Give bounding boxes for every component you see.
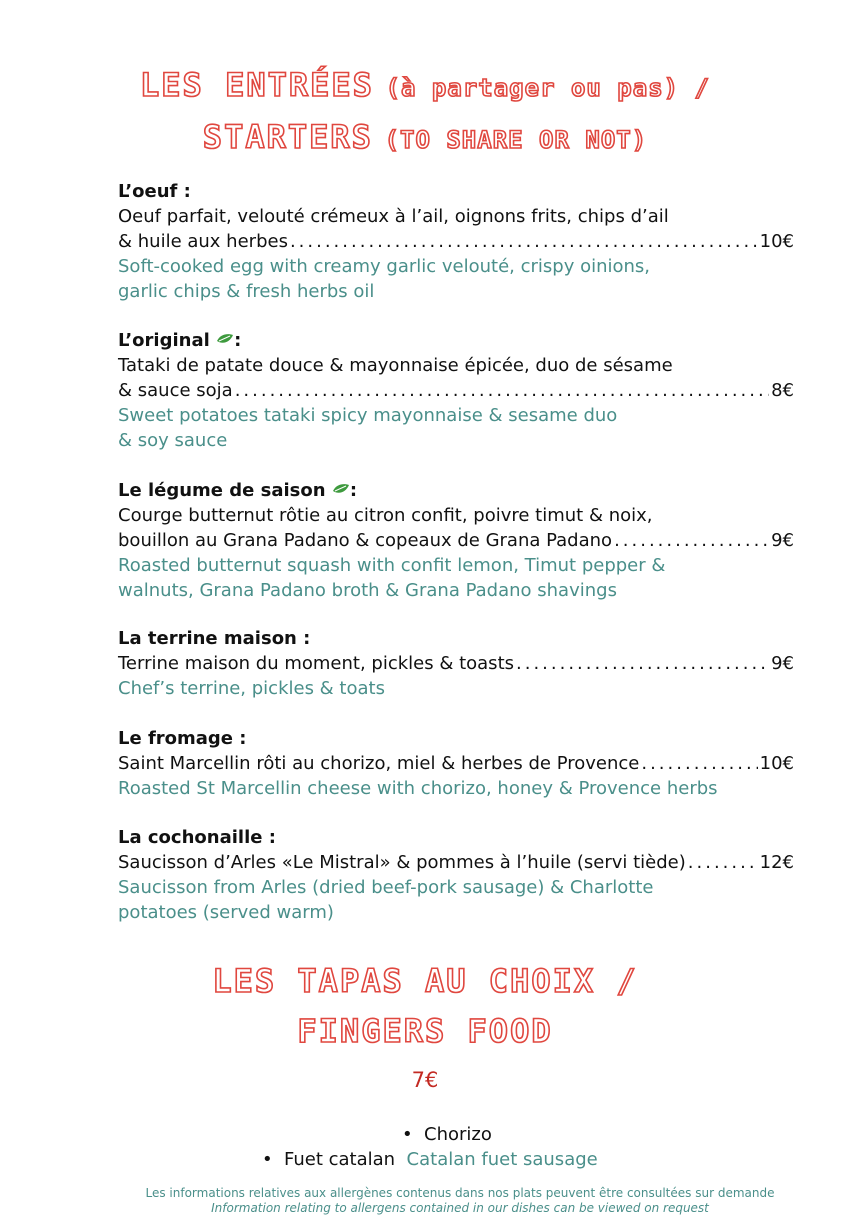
item-price: 9€ bbox=[771, 653, 794, 674]
tapas-heading-fr: LES TAPAS AU CHOIX / bbox=[212, 962, 638, 1000]
item-price-line bbox=[118, 229, 794, 254]
item-description-en: Chef’s terrine, pickles & toats bbox=[118, 678, 385, 699]
item-description-fr: Oeuf parfait, velouté crémeux à l’ail, oignons frits, chips d’ail bbox=[118, 206, 669, 227]
dot-leader bbox=[235, 378, 769, 403]
menu-item bbox=[118, 726, 794, 801]
item-description-en: potatoes (served warm) bbox=[118, 902, 334, 923]
item-title-suffix: : bbox=[234, 330, 242, 351]
starters-heading-fr-sub: (à partager ou pas) / bbox=[385, 74, 710, 102]
item-price-line bbox=[118, 850, 794, 875]
item-price: 12€ bbox=[759, 852, 794, 873]
item-price-line bbox=[118, 751, 794, 776]
item-title: Le fromage : bbox=[118, 728, 247, 749]
bullet: • bbox=[402, 1124, 413, 1145]
item-description-en: Sweet potatoes tataki spicy mayonnaise & sesame duo bbox=[118, 405, 618, 426]
item-price: 9€ bbox=[771, 530, 794, 551]
item-title: Le légume de saison bbox=[118, 480, 326, 501]
item-title: L’original bbox=[118, 330, 210, 351]
tapas-heading-line2 bbox=[0, 1012, 850, 1050]
leaf-icon bbox=[332, 483, 350, 497]
starters-heading-fr: LES ENTRÉES bbox=[140, 66, 374, 104]
item-description-fr: Tataki de patate douce & mayonnaise épicée, duo de sésame bbox=[118, 355, 673, 376]
menu-item bbox=[118, 478, 794, 603]
dot-leader bbox=[614, 528, 769, 553]
allergen-notice-fr: Les informations relatives aux allergènes contenus dans nos plats peuvent être consultées sur demande bbox=[145, 1186, 775, 1200]
item-price: 10€ bbox=[759, 231, 794, 252]
item-description-en: garlic chips & fresh herbs oil bbox=[118, 281, 375, 302]
menu-item bbox=[118, 179, 794, 304]
item-description-fr: bouillon au Grana Padano & copeaux de Grana Padano bbox=[118, 530, 613, 551]
starters-heading-line2 bbox=[0, 118, 850, 156]
item-title-row bbox=[118, 478, 794, 503]
item-price: 8€ bbox=[771, 380, 794, 401]
item-description-fr: Terrine maison du moment, pickles & toasts bbox=[118, 653, 514, 674]
item-title-row bbox=[118, 328, 794, 353]
dot-leader bbox=[290, 229, 758, 254]
item-description-en: Roasted St Marcellin cheese with chorizo, honey & Provence herbs bbox=[118, 778, 718, 799]
tapas-item-fr: Fuet catalan bbox=[284, 1149, 396, 1170]
starters-heading-line1 bbox=[0, 66, 850, 104]
item-title: L’oeuf : bbox=[118, 181, 191, 202]
item-description-fr: & huile aux herbes bbox=[118, 231, 288, 252]
item-description-fr: Saint Marcellin rôti au chorizo, miel & herbes de Provence bbox=[118, 753, 640, 774]
starters-heading-en: STARTERS bbox=[202, 118, 373, 156]
leaf-icon bbox=[216, 333, 234, 347]
item-description-en: Saucisson from Arles (dried beef-pork sausage) & Charlotte bbox=[118, 877, 654, 898]
item-description-en: Roasted butternut squash with confit lemon, Timut pepper & bbox=[118, 555, 666, 576]
tapas-heading-line1 bbox=[0, 962, 850, 1000]
tapas-item-en: Catalan fuet sausage bbox=[406, 1149, 598, 1170]
item-description-fr: & sauce soja bbox=[118, 380, 233, 401]
item-price: 10€ bbox=[759, 753, 794, 774]
dot-leader bbox=[688, 850, 758, 875]
allergen-notice-en: Information relating to allergens contained in our dishes can be viewed on request bbox=[211, 1201, 709, 1215]
item-description-fr: Courge butternut rôtie au citron confit, poivre timut & noix, bbox=[118, 505, 653, 526]
item-title: La cochonaille : bbox=[118, 827, 276, 848]
item-price-line bbox=[118, 528, 794, 553]
tapas-heading-en: FINGERS FOOD bbox=[297, 1012, 553, 1050]
dot-leader bbox=[641, 751, 757, 776]
tapas-list-item bbox=[402, 1124, 492, 1145]
dot-leader bbox=[516, 651, 769, 676]
tapas-price: 7€ bbox=[411, 1068, 439, 1092]
item-description-en: & soy sauce bbox=[118, 430, 228, 451]
menu-item bbox=[118, 825, 794, 925]
item-description-en: Soft-cooked egg with creamy garlic velouté, crispy oinions, bbox=[118, 256, 651, 277]
menu-item bbox=[118, 626, 794, 701]
starters-heading-en-sub: (TO SHARE OR NOT) bbox=[384, 126, 648, 154]
item-price-line bbox=[118, 651, 794, 676]
item-description-en: walnuts, Grana Padano broth & Grana Padano shavings bbox=[118, 580, 617, 601]
tapas-item-fr: Chorizo bbox=[424, 1124, 492, 1145]
item-title: La terrine maison : bbox=[118, 628, 311, 649]
bullet: • bbox=[262, 1149, 273, 1170]
item-price-line bbox=[118, 378, 794, 403]
tapas-list-item bbox=[262, 1149, 598, 1170]
item-description-fr: Saucisson d’Arles «Le Mistral» & pommes à l’huile (servi tiède) bbox=[118, 852, 686, 873]
menu-item bbox=[118, 328, 794, 453]
item-title-suffix: : bbox=[349, 480, 358, 501]
